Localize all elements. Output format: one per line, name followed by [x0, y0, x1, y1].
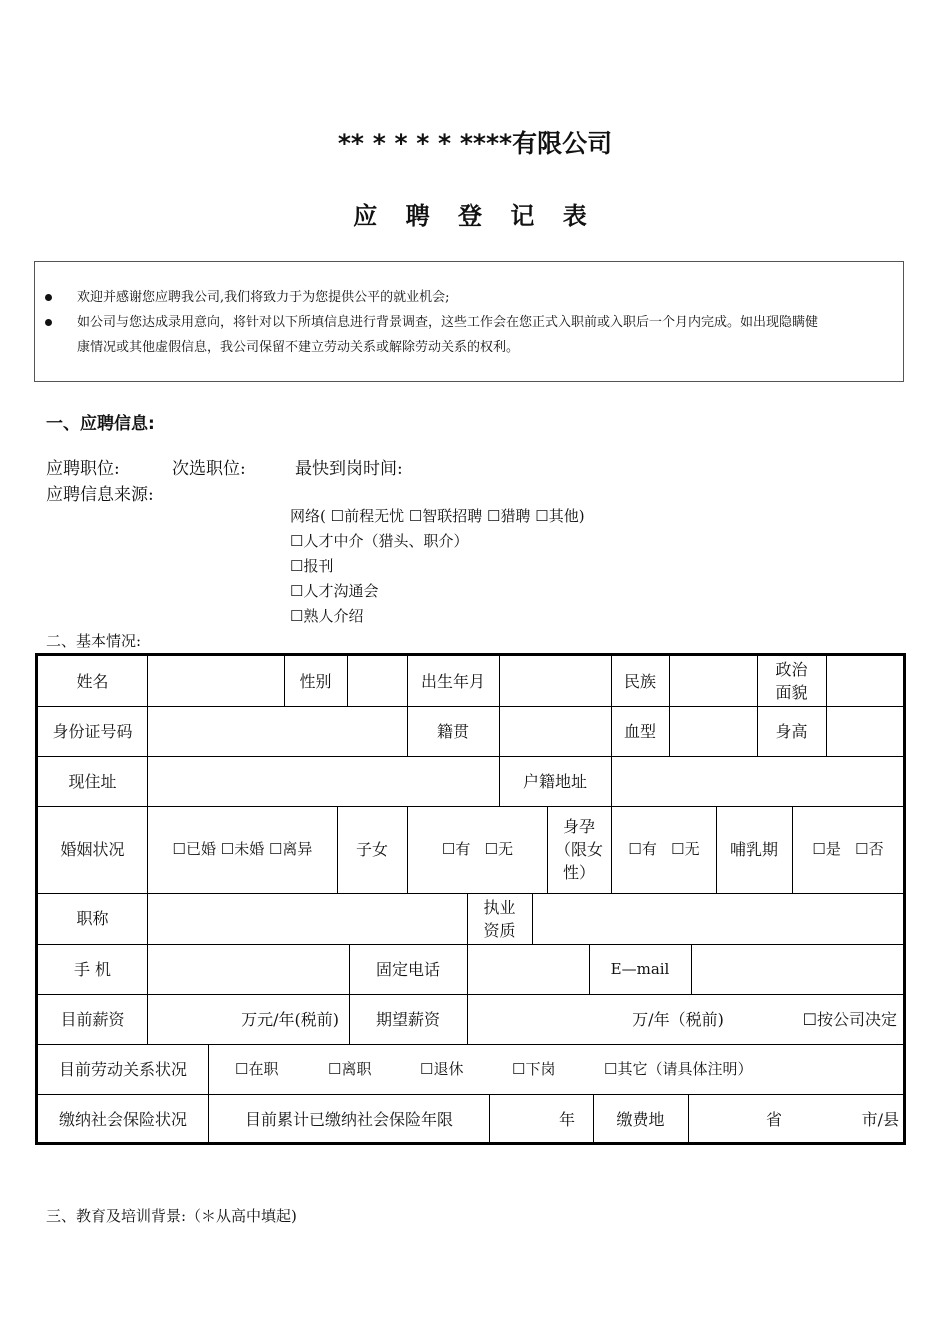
mobile-field[interactable]: [148, 944, 349, 994]
notice-box: [34, 261, 904, 382]
birth-label: 出生年月: [420, 671, 485, 691]
labor-option-other[interactable]: ☐其它（请具体注明）: [604, 1059, 753, 1078]
company-name: ** * * * * ****有限公司: [337, 129, 613, 158]
children-label: 子女: [355, 840, 388, 859]
email-label: E—mail: [610, 959, 670, 978]
notice-line-2: 如公司与您达成录用意向，将针对以下所填信息进行背景调查，这些工作会在您正式入职前或入职后一个月内完成。如出现隐瞒健: [77, 315, 819, 330]
current-salary-label: 目前薪资: [60, 1009, 125, 1029]
basic-info-table: [35, 653, 906, 1145]
id-number-label: 身份证号码: [52, 721, 133, 741]
license-label: [467, 893, 532, 944]
bullet-icon: [45, 294, 52, 301]
source-label: 应聘信息来源:: [46, 485, 154, 505]
address-field[interactable]: [148, 756, 499, 806]
section-2-title: 二、基本情况:: [46, 632, 142, 650]
pay-place-city[interactable]: 市/县: [861, 1110, 899, 1129]
pregnant-options[interactable]: ☐有 ☐无: [628, 840, 700, 858]
pregnant-label: [547, 806, 611, 893]
nursing-label: 哺乳期: [729, 840, 778, 859]
source-option-agency[interactable]: ☐人才中介（猎头、职介）: [290, 532, 469, 550]
political-label: [757, 656, 826, 706]
height-label: 身高: [775, 721, 808, 741]
position-label: 应聘职位:: [46, 459, 120, 479]
gender-label: 性别: [299, 671, 332, 691]
labor-status-label: 目前劳动关系状况: [58, 1059, 187, 1079]
license-label-line-2: 资质: [483, 920, 516, 940]
blood-type-field[interactable]: [670, 706, 757, 756]
marital-options[interactable]: ☐已婚 ☐未婚 ☐离异: [172, 840, 313, 858]
source-option-job-fair[interactable]: ☐人才沟通会: [290, 582, 379, 600]
name-label: 姓名: [76, 671, 109, 691]
labor-option-laid-off[interactable]: ☐下岗: [512, 1059, 556, 1078]
license-field[interactable]: [533, 893, 903, 944]
id-number-field[interactable]: [148, 706, 407, 756]
native-place-field[interactable]: [500, 706, 611, 756]
ethnicity-label: 民族: [623, 671, 656, 691]
labor-option-resigned[interactable]: ☐离职: [328, 1059, 372, 1078]
insurance-years-label: 目前累计已缴纳社会保险年限: [244, 1110, 453, 1129]
political-label-line-2: 面貌: [775, 683, 808, 702]
phone-label: 固定电话: [375, 959, 440, 979]
height-field[interactable]: [827, 706, 903, 756]
marital-label: 婚姻状况: [60, 840, 125, 859]
notice-line-1: 欢迎并感谢您应聘我公司,我们将致力于为您提供公平的就业机会;: [77, 290, 450, 305]
company-decide-option[interactable]: ☐按公司决定: [802, 1009, 897, 1029]
native-place-label: 籍贯: [436, 721, 469, 741]
notice-line-3: 康情况或其他虚假信息，我公司保留不建立劳动关系或解除劳动关系的权利。: [77, 340, 520, 355]
address-label: 现住址: [68, 771, 117, 791]
email-field[interactable]: [692, 944, 903, 994]
pay-place-province[interactable]: 省: [765, 1110, 782, 1129]
pregnant-label-line-1: 身孕: [562, 817, 595, 836]
section-1-title: 一、应聘信息:: [46, 414, 155, 434]
children-options[interactable]: ☐有 ☐无: [441, 840, 514, 858]
gender-field[interactable]: [348, 656, 407, 706]
bullet-icon: [45, 319, 52, 326]
phone-field[interactable]: [468, 944, 589, 994]
ethnicity-field[interactable]: [670, 656, 757, 706]
pay-place-label: 缴费地: [616, 1110, 665, 1129]
labor-option-retired[interactable]: ☐退休: [420, 1059, 464, 1078]
title-field[interactable]: [148, 893, 467, 944]
earliest-date-label: 最快到岗时间:: [295, 459, 403, 479]
pregnant-label-line-3: 性）: [562, 863, 595, 882]
insurance-years-field[interactable]: 年: [558, 1110, 575, 1129]
political-field[interactable]: [827, 656, 903, 706]
insurance-label: 缴纳社会保险状况: [58, 1110, 187, 1129]
license-label-line-1: 执业: [483, 897, 516, 917]
blood-type-label: 血型: [623, 721, 656, 741]
labor-option-employed[interactable]: ☐在职: [235, 1059, 279, 1078]
source-option-network[interactable]: 网络( ☐前程无忧 ☐智联招聘 ☐猎聘 ☐其他): [290, 507, 585, 525]
source-option-referral[interactable]: ☐熟人介绍: [290, 607, 364, 625]
hukou-label: 户籍地址: [522, 771, 587, 791]
current-salary-field[interactable]: 万元/年(税前): [241, 1009, 339, 1029]
political-label-line-1: 政治: [775, 660, 808, 679]
expected-salary-label: 期望薪资: [375, 1009, 440, 1029]
name-field[interactable]: [148, 656, 284, 706]
nursing-options[interactable]: ☐是 ☐否: [812, 840, 884, 858]
section-3-title: 三、教育及培训背景:（＊从高中填起): [46, 1207, 297, 1225]
pregnant-label-line-2: （限女: [554, 840, 603, 859]
mobile-label: 手 机: [73, 959, 112, 979]
title-label: 职称: [76, 909, 109, 928]
birth-field[interactable]: [500, 656, 611, 706]
hukou-field[interactable]: [612, 756, 903, 806]
expected-salary-field[interactable]: 万/年（税前): [632, 1009, 724, 1029]
form-title: 应 聘 登 记 表: [353, 202, 597, 230]
source-option-newspaper[interactable]: ☐报刊: [290, 557, 334, 575]
alt-position-label: 次选职位:: [172, 459, 246, 479]
